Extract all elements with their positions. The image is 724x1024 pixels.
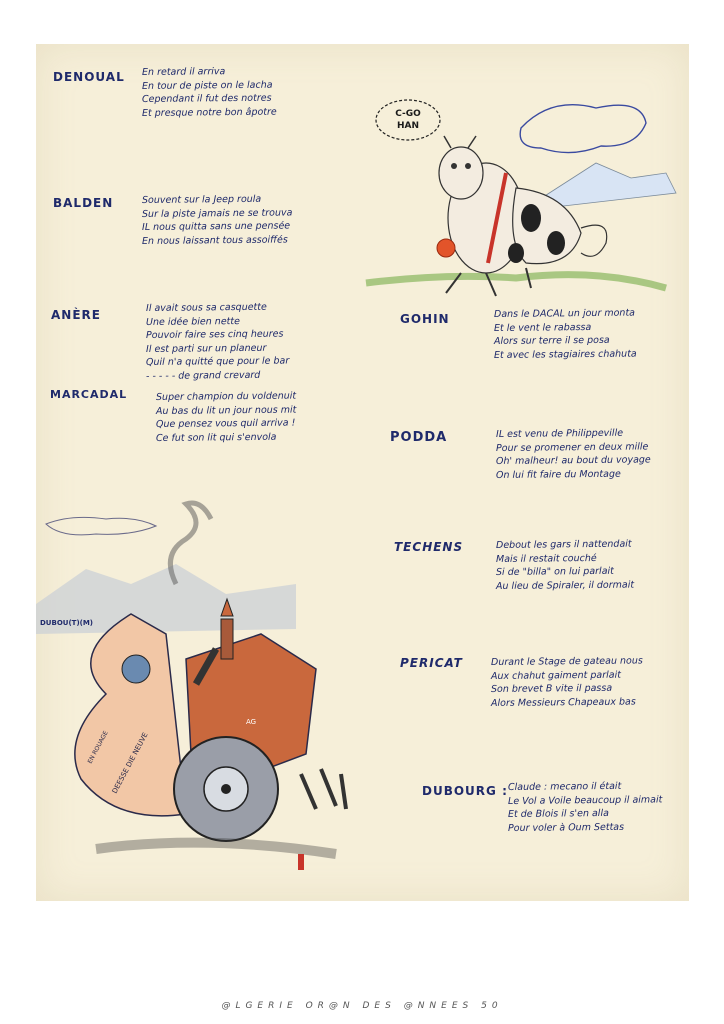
speech-bubble-line1: C-GO: [395, 109, 421, 119]
entry-verse-denoual: En retard il arriva En tour de piste on le lacha Cependant il fut des notres Et presque notre bon âpotre: [141, 66, 277, 119]
entry-name-gohin: GOHIN: [400, 312, 450, 326]
vehicle-plate: AG: [246, 718, 257, 726]
entry-verse-dubourg: Claude : mecano il était Le Vol a Voile beaucoup il aimait Et de Blois il s'en alla Pour voler à Oum Settas: [507, 780, 663, 834]
entry-verse-marcadal: Super champion du voldenuit Au bas du lit un jour nous mit Que pensez vous quil arriva ! Ce fut son lit qui s'envola: [155, 390, 297, 444]
entry-name-anere: ANÈRE: [51, 308, 101, 322]
notebook-page: [36, 44, 689, 901]
entry-verse-techens: Debout les gars il nattendait Mais il restait couché Si de "billa" on lui parlait Au lieu de Spiraler, il dormait: [495, 538, 635, 592]
entry-name-marcadal: MARCADAL: [50, 388, 128, 401]
entry-name-balden: BALDEN: [53, 196, 114, 210]
entry-name-dubourg: DUBOURG :: [422, 784, 508, 798]
cow-cartoon-illustration: [366, 68, 686, 308]
entry-name-denoual: DENOUAL: [53, 70, 125, 84]
vehicle-sign-rouage: EN ROUAGE: [86, 729, 110, 765]
crashed-vehicle-illustration: [36, 494, 381, 894]
entry-verse-balden: Souvent sur la Jeep roula Sur la piste jamais ne se trouva IL nous quitta sans une pensée En nous laissant tous assoiffés: [141, 193, 293, 247]
entry-verse-podda: IL est venu de Philippeville Pour se promener en deux mille Oh' malheur! au bout du voyage On lui fit faire du Montage: [495, 427, 651, 481]
entry-name-techens: TECHENS: [394, 540, 464, 554]
vehicle-tag: DUBOU(T)(M): [40, 619, 94, 627]
entry-name-pericat: PERICAT: [400, 656, 463, 670]
page-footer: @LGERIE OR@N DES @NNEES 50: [221, 1001, 503, 1011]
entry-name-podda: PODDA: [390, 430, 448, 445]
speech-bubble-line2: HAN: [396, 121, 420, 131]
entry-verse-pericat: Durant le Stage de gateau nous Aux chahut gaiment parlait Son brevet B vite il passa Alors Messieurs Chapeaux bas: [490, 655, 643, 709]
vehicle-sign-deesse: DEESSE DIE NEUVE: [110, 731, 150, 795]
entry-verse-anere: Il avait sous sa casquette Une idée bien nette Pouvoir faire ses cinq heures Il est parti sur un planeur Quil n'a quitté que pour le bar - - - - - de grand crevard: [145, 301, 290, 382]
entry-verse-gohin: Dans le DACAL un jour monta Et le vent le rabassa Alors sur terre il se posa Et avec les stagiaires chahuta: [493, 307, 637, 361]
